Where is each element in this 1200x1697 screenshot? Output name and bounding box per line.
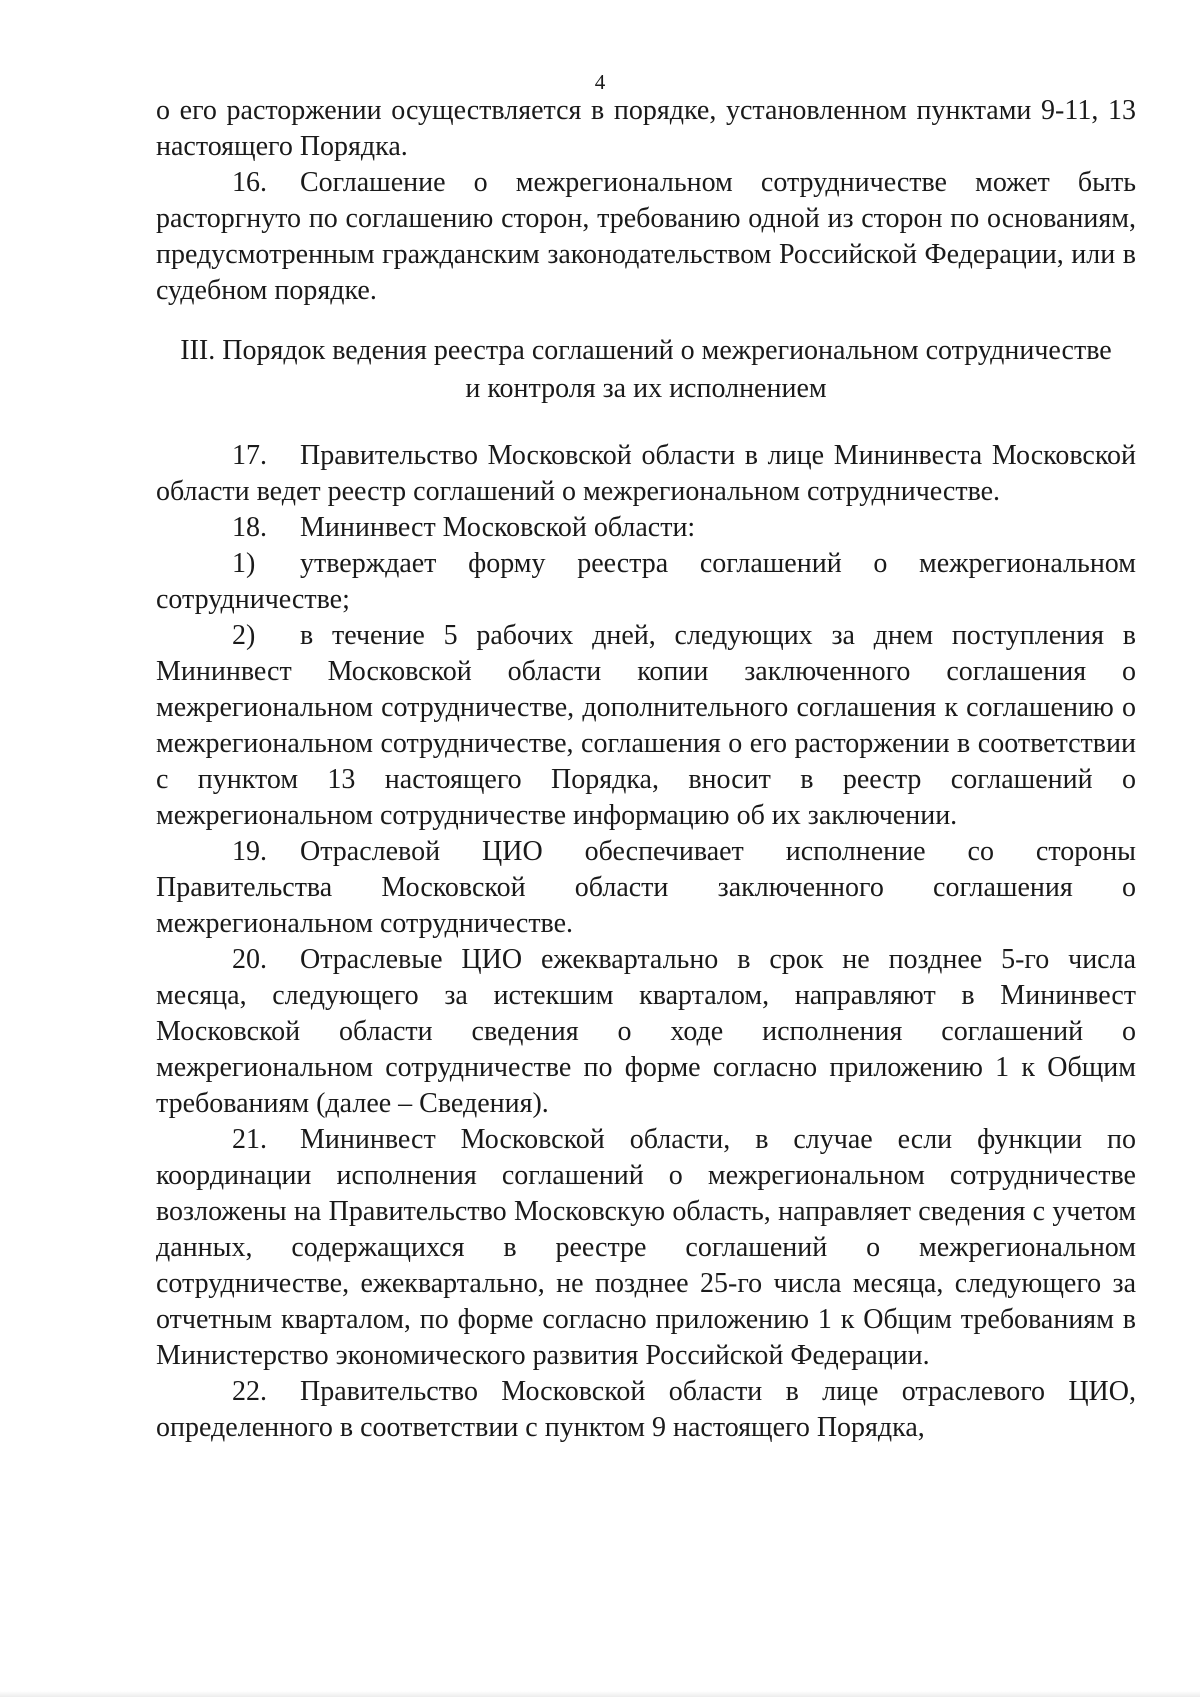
paragraph-text: Правительство Московской области в лице отраслевого ЦИО, определенного в соответствии с пунктом 9 настоящего Порядка, xyxy=(156,1376,1136,1443)
paragraph-18-1 xyxy=(156,546,1136,618)
paragraph-18-2 xyxy=(156,618,1136,834)
paragraph-text: Мининвест Московской области: xyxy=(300,512,696,543)
paragraph-text: Правительство Московской области в лице Мининвеста Московской области ведет реестр соглашений о межрегиональном сотрудничестве. xyxy=(156,440,1136,507)
page-number: 4 xyxy=(594,70,606,94)
paragraph-15-continuation xyxy=(156,93,1136,165)
section-heading xyxy=(156,332,1136,408)
text-block-main xyxy=(156,438,1136,1446)
section-heading-line-1: III. Порядок ведения реестра соглашений о межрегиональном сотрудничестве xyxy=(180,335,1112,366)
paragraph-text: о его расторжении осуществляется в порядке, установленном пунктами 9-11, 13 настоящего Порядка. xyxy=(156,95,1136,162)
paragraph-number: 22. xyxy=(232,1376,267,1407)
paragraph-text: Соглашение о межрегиональном сотрудничестве может быть расторгнуто по соглашению сторон, требованию одной из сторон по основаниям, предусмотренным гражданским законодательством Российской Федерации, или в судебном порядке. xyxy=(156,167,1136,306)
paragraph-18 xyxy=(156,510,1136,546)
paragraph-20 xyxy=(156,942,1136,1122)
paragraph-text: Мининвест Московской области, в случае если функции по координации исполнения соглашений о межрегиональном сотрудничестве возложены на Правительство Московскую область, направляет сведения с учетом данных, содержащихся в реестре соглашений о межрегиональном сотрудничестве, ежеквартально, не позднее 25-го числа месяца, следующего за отчетным кварталом, по форме согласно приложению 1 к Общим требованиям в Министерство экономического развития Российской Федерации. xyxy=(156,1124,1136,1371)
section-heading-line-2: и контроля за их исполнением xyxy=(465,373,827,404)
paragraph-number: 17. xyxy=(232,440,267,471)
text-block-top xyxy=(156,93,1136,309)
paragraph-number: 19. xyxy=(232,836,267,867)
paragraph-21 xyxy=(156,1122,1136,1374)
paragraph-number: 2) xyxy=(232,620,256,651)
paragraph-17 xyxy=(156,438,1136,510)
scan-edge-shading xyxy=(0,1691,1200,1697)
paragraph-16 xyxy=(156,165,1136,309)
paragraph-text: Отраслевые ЦИО ежеквартально в срок не позднее 5-го числа месяца, следующего за истекшим кварталом, направляют в Мининвест Московской области сведения о ходе исполнения соглашений о межрегиональном сотрудничестве по форме согласно приложению 1 к Общим требованиям (далее – Сведения). xyxy=(156,944,1136,1119)
paragraph-number: 21. xyxy=(232,1124,267,1155)
paragraph-number: 20. xyxy=(232,944,267,975)
paragraph-19 xyxy=(156,834,1136,942)
paragraph-text: Отраслевой ЦИО обеспечивает исполнение со стороны Правительства Московской области заключенного соглашения о межрегиональном сотрудничестве. xyxy=(156,836,1136,939)
paragraph-number: 18. xyxy=(232,512,267,543)
paragraph-22 xyxy=(156,1374,1136,1446)
paragraph-text: в течение 5 рабочих дней, следующих за днем поступления в Мининвест Московской области копии заключенного соглашения о межрегиональном сотрудничестве, дополнительного соглашения к соглашению о межрегиональном сотрудничестве, соглашения о его расторжении в соответствии с пунктом 13 настоящего Порядка, вносит в реестр соглашений о межрегиональном сотрудничестве информацию об их заключении. xyxy=(156,620,1136,831)
paragraph-number: 1) xyxy=(232,548,256,579)
paragraph-text: утверждает форму реестра соглашений о межрегиональном сотрудничестве; xyxy=(156,548,1136,615)
paragraph-number: 16. xyxy=(232,167,267,198)
